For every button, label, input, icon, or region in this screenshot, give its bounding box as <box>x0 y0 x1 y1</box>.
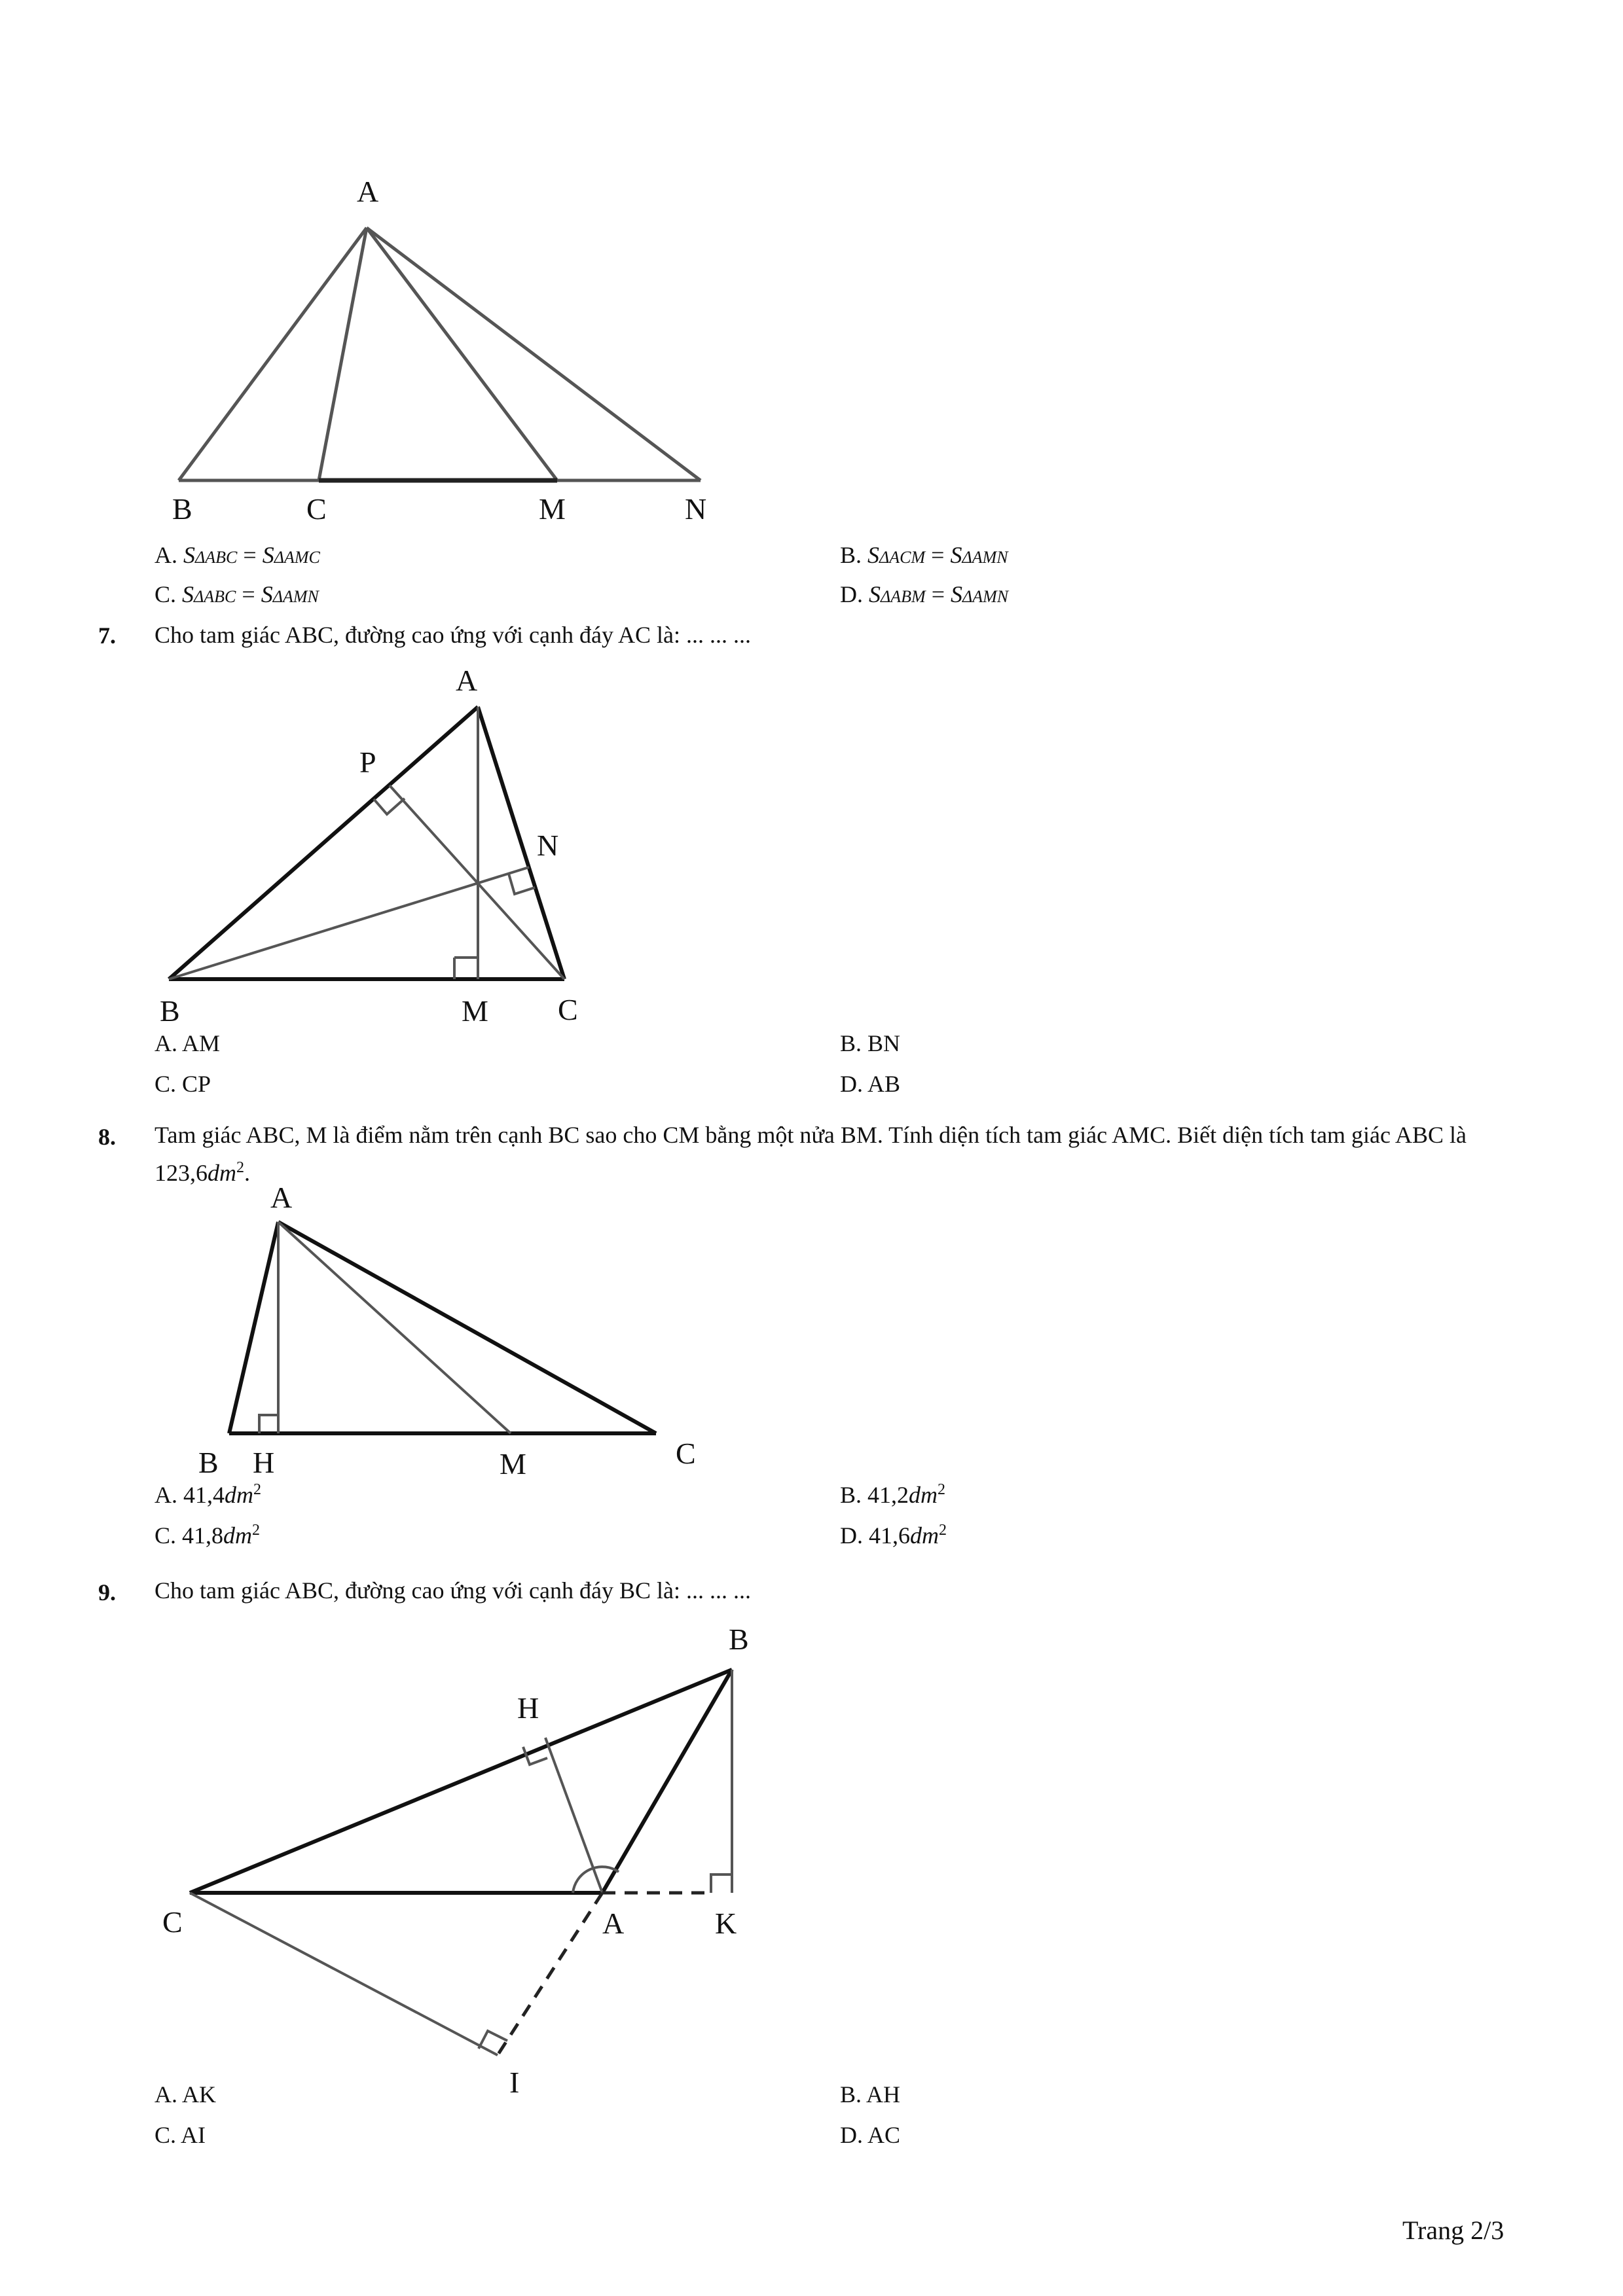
label-A: A <box>270 1181 293 1214</box>
label-P: P <box>359 745 376 779</box>
option-b[interactable]: B. SΔACM = SΔAMN <box>840 542 1008 568</box>
label-A: A <box>357 175 379 208</box>
label-C: C <box>306 492 327 526</box>
q9-option-b[interactable]: B. AH <box>840 2081 901 2108</box>
q7-option-d[interactable]: D. AB <box>840 1071 901 1097</box>
q9-option-a[interactable]: A. AK <box>155 2081 217 2108</box>
figure-q7-triangle <box>0 655 1623 1047</box>
label-B: B <box>729 1623 749 1656</box>
label-A: A <box>456 664 478 697</box>
q8-option-a[interactable]: A. $41,4dm^2$ <box>155 1481 261 1508</box>
option-d[interactable]: D. SΔABM = SΔAMN <box>840 581 1009 607</box>
question-number-9: 9. <box>98 1579 116 1605</box>
label-I: I <box>509 2066 520 2099</box>
label-C: C <box>558 993 578 1026</box>
label-B: B <box>172 492 192 526</box>
option-c[interactable]: C. SΔABC = SΔAMN <box>155 581 319 607</box>
q7-option-c[interactable]: C. CP <box>155 1071 211 1097</box>
q8-option-b[interactable]: B. $41,2dm^2$ <box>840 1481 946 1508</box>
q7-option-a[interactable]: A. AM <box>155 1030 221 1056</box>
question-number-7: 7. <box>98 622 116 649</box>
label-C: C <box>676 1437 696 1470</box>
label-K: K <box>715 1907 737 1940</box>
label-M: M <box>500 1447 526 1480</box>
q7-option-b[interactable]: B. BN <box>840 1030 901 1056</box>
question-8-text-line2: $123,6dm^2$. <box>155 1159 250 1186</box>
label-M: M <box>462 994 488 1028</box>
question-9-text: Cho tam giác ABC, đường cao ứng với cạnh đáy BC là: ... ... ... <box>155 1577 751 1604</box>
question-7-text: Cho tam giác ABC, đường cao ứng với cạnh đáy AC là: ... ... ... <box>155 622 751 648</box>
q8-option-c[interactable]: C. $41,8dm^2$ <box>155 1522 261 1549</box>
q8-option-d[interactable]: D. $41,6dm^2$ <box>840 1522 947 1549</box>
page-number: Trang 2/3 <box>1402 2215 1504 2245</box>
label-A: A <box>602 1907 625 1940</box>
q9-option-d[interactable]: D. AC <box>840 2122 901 2148</box>
label-C: C <box>162 1905 183 1939</box>
q9-option-c[interactable]: C. AI <box>155 2122 206 2148</box>
option-a[interactable]: A. SΔABC = SΔAMC <box>155 542 320 568</box>
question-8-text-line1: Tam giác ABC, M là điểm nằm trên cạnh BC sao cho CM bằng một nửa BM. Tính diện tích tam giác AMC. Biết diện tích tam giác ABC là <box>155 1122 1467 1148</box>
label-H: H <box>517 1691 539 1725</box>
label-H: H <box>253 1446 275 1479</box>
label-N: N <box>537 829 559 862</box>
label-B: B <box>160 994 180 1028</box>
label-B: B <box>198 1446 219 1479</box>
figure-q8-triangle <box>0 1178 1623 1492</box>
label-N: N <box>685 492 707 526</box>
question-number-8: 8. <box>98 1124 116 1150</box>
label-M: M <box>539 492 566 526</box>
figure-triangle-abcmn <box>0 157 1623 694</box>
